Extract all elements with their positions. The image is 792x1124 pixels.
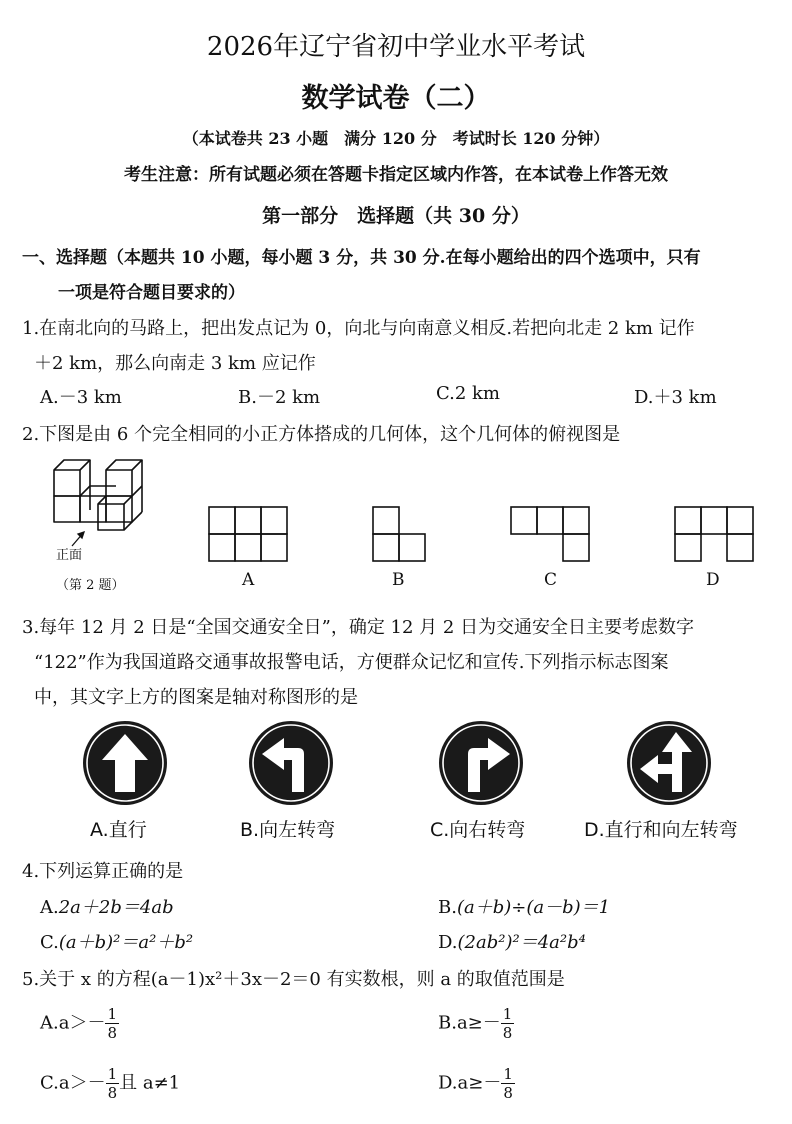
part-one-title: 第一部分 选择题（共 30 分）: [262, 205, 530, 227]
q5-option-d: D.a≥－ $\frac{1}{8}$: [438, 1065, 513, 1102]
q2-option-d-view: [674, 506, 756, 562]
q1-option-a: A.－3 km: [40, 387, 122, 408]
q5-fraction: $\frac{1}{8}$: [107, 1005, 117, 1042]
q1-option-d: D.＋3 km: [634, 387, 717, 408]
left-turn-arrow-icon: [248, 720, 334, 806]
q5-option-b: B.a≥－ $\frac{1}{8}$: [438, 1005, 513, 1042]
q4-option-d: D.(2ab²)²＝4a²b⁴: [438, 932, 586, 953]
q2-cube-figure: [50, 450, 150, 540]
q2-front-label: 正面: [56, 548, 83, 563]
q5-fraction: $\frac{1}{8}$: [107, 1065, 118, 1102]
section-heading-line2: 一项是符合题目要求的）: [58, 283, 245, 303]
q1-stem-line1: 1.在南北向的马路上，把出发点记为 0，向北与向南意义相反.若把向北走 2 km 记作: [22, 318, 695, 339]
q2-option-c-label: C: [544, 570, 558, 590]
q4-option-c: C.(a＋b)²＝a²＋b²: [40, 932, 194, 953]
q2-option-a-label: A: [242, 570, 255, 590]
q5-fraction: $\frac{1}{8}$: [503, 1065, 513, 1102]
q2-option-a-view: [208, 506, 290, 562]
q2-option-b-view: [372, 506, 428, 562]
q1-option-b: B.－2 km: [238, 387, 321, 408]
q2-figure-caption: （第 2 题）: [56, 578, 125, 593]
q2-option-b-label: B: [392, 570, 405, 590]
q2-option-d-label: D: [706, 570, 720, 590]
paper-subtitle: 数学试卷（二）: [301, 83, 491, 114]
q4-option-a: A.2a＋2b＝4ab: [40, 897, 174, 918]
straight-left-arrow-icon: [626, 720, 712, 806]
q3-stem-line2: “122”作为我国道路交通事故报警电话，方便群众记忆和宣传.下列指示标志图案: [34, 652, 669, 673]
exam-title: 2026年辽宁省初中学业水平考试: [206, 32, 586, 62]
q1-option-c: C.2 km: [436, 383, 501, 404]
q3-sign-a-label: A.直行: [90, 819, 147, 841]
section-heading-line1: 一、选择题（本题共 10 小题，每小题 3 分，共 30 分.在每小题给出的四个选项中，只有: [22, 248, 701, 268]
q1-stem-line2: ＋2 km，那么向南走 3 km 应记作: [34, 353, 316, 374]
q3-stem-line3: 中，其文字上方的图案是轴对称图形的是: [34, 687, 358, 708]
candidate-notice: 考生注意：所有试题必须在答题卡指定区域内作答，在本试卷上作答无效: [124, 165, 668, 185]
q4-stem: 4.下列运算正确的是: [22, 861, 184, 882]
q5-fraction: $\frac{1}{8}$: [502, 1005, 513, 1042]
straight-arrow-icon: [82, 720, 168, 806]
q4-option-b: B.(a＋b)÷(a－b)＝1: [438, 897, 611, 918]
q5-option-a: A.a＞－ $\frac{1}{8}$: [40, 1005, 117, 1042]
exam-info: （本试卷共 23 小题 满分 120 分 考试时长 120 分钟）: [182, 129, 610, 148]
right-turn-arrow-icon: [438, 720, 524, 806]
q2-option-c-view: [510, 506, 592, 562]
q3-sign-d-label: D.直行和向左转弯: [584, 819, 738, 841]
q5-option-c: C.a＞－ $\frac{1}{8}$ 且 a≠1: [40, 1065, 181, 1102]
q3-stem-line1: 3.每年 12 月 2 日是“全国交通安全日”，确定 12 月 2 日为交通安全日主要考虑数字: [22, 617, 695, 638]
q5-stem: 5.关于 x 的方程(a－1)x²＋3x－2＝0 有实数根，则 a 的取值范围是: [22, 969, 565, 990]
q2-stem: 2.下图是由 6 个完全相同的小正方体搭成的几何体，这个几何体的俯视图是: [22, 424, 621, 445]
q3-sign-c-label: C.向右转弯: [430, 819, 526, 841]
q3-sign-b-label: B.向左转弯: [240, 819, 336, 841]
